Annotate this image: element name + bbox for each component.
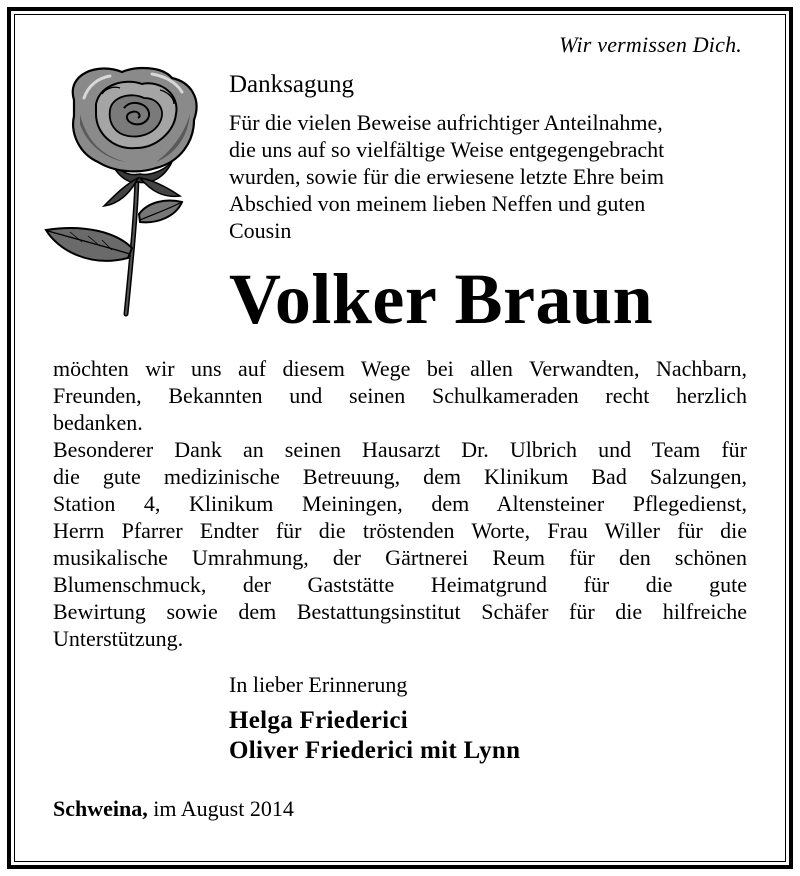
place-date: [53, 796, 294, 822]
body-line: Station 4, Klinikum Meiningen, dem Altensteiner Pflegedienst,: [53, 491, 747, 516]
body-line: Blumenschmuck, der Gaststätte Heimatgrund für die gute: [53, 572, 747, 597]
date: im August 2014: [153, 796, 294, 821]
intro-line: Cousin: [229, 218, 292, 243]
rose-icon: [40, 64, 210, 320]
thanks-paragraph: [53, 355, 747, 652]
intro-paragraph: [229, 109, 749, 244]
body-line: Besonderer Dank an seinen Hausarzt Dr. Ulbrich und Team für: [53, 437, 747, 462]
body-line: Freunden, Bekannten und seinen Schulkameraden recht herzlich: [53, 383, 747, 408]
deceased-name: Volker Braun: [229, 259, 654, 339]
signer-name: Oliver Friederici mit Lynn: [229, 737, 521, 764]
intro-line: Für die vielen Beweise aufrichtiger Anteilnahme,: [229, 110, 663, 135]
heading: Danksagung: [229, 71, 354, 98]
intro-line: die uns auf so vielfältige Weise entgegengebracht: [229, 137, 665, 162]
body-line: musikalische Umrahmung, der Gärtnerei Reum für den schönen: [53, 545, 747, 570]
intro-line: wurden, sowie für die erwiesene letzte Ehre beim: [229, 164, 664, 189]
body-line: die gute medizinische Betreuung, dem Klinikum Bad Salzungen,: [53, 464, 747, 489]
body-line: Herrn Pfarrer Endter für die tröstenden Worte, Frau Willer für die: [53, 518, 747, 543]
body-line: Bewirtung sowie dem Bestattungsinstitut Schäfer für die hilfreiche: [53, 599, 747, 624]
remembrance-line: In lieber Erinnerung: [229, 672, 408, 697]
motto: Wir vermissen Dich.: [559, 32, 742, 57]
body-line: möchten wir uns auf diesem Wege bei allen Verwandten, Nachbarn,: [53, 356, 747, 381]
signer-name: Helga Friederici: [229, 707, 409, 734]
place: Schweina,: [53, 796, 148, 821]
body-line: bedanken.: [53, 410, 143, 435]
intro-line: Abschied von meinem lieben Neffen und guten: [229, 191, 646, 216]
body-line: Unterstützung.: [53, 626, 184, 651]
